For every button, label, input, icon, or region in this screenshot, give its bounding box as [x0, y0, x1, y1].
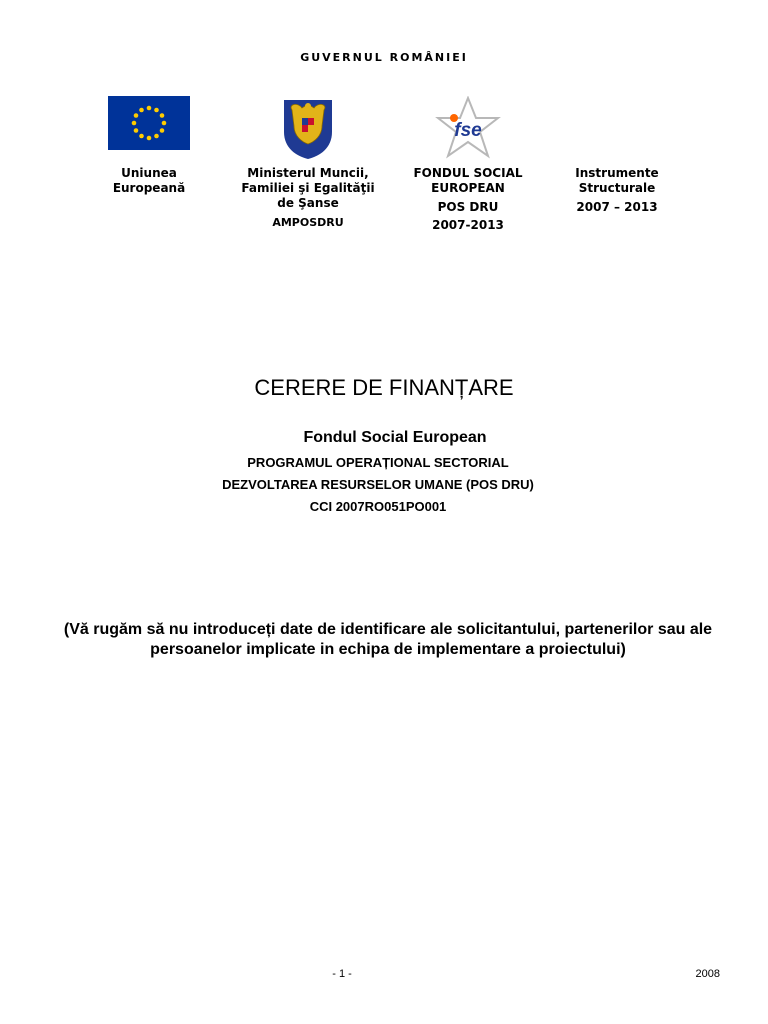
- cci-code: CCI 2007RO051PO001: [309, 499, 447, 514]
- fse-caption-line1: FONDUL SOCIAL: [413, 166, 523, 180]
- page-number: - 1 -: [332, 968, 352, 980]
- footer-year: 2008: [695, 968, 720, 980]
- fse-logo-text: fse: [454, 120, 482, 141]
- logo-instrumente: [547, 96, 687, 215]
- fse-star-logo-icon: [432, 96, 504, 164]
- instrumente-caption-line1: Instrumente: [575, 166, 659, 180]
- program-line2: DEZVOLTAREA RESURSELOR UMANE (POS DRU): [222, 477, 534, 492]
- fse-caption-posdru: POS DRU: [437, 200, 499, 214]
- header-title: GUVERNUL ROMÂNIEI: [300, 51, 468, 64]
- fund-name: Fondul Social European: [303, 429, 487, 446]
- eu-caption-line2: Europeană: [112, 181, 186, 195]
- ministry-caption-amposdru: AMPOSDRU: [272, 216, 344, 229]
- program-line1: PROGRAMUL OPERAȚIONAL SECTORIAL: [247, 455, 509, 470]
- eu-flag-icon: [108, 96, 190, 150]
- logo-fse: [398, 96, 538, 233]
- eu-caption-line1: Uniunea: [121, 166, 177, 180]
- ministry-caption-line2: Familiei şi Egalităţii: [241, 181, 375, 195]
- instrumente-caption-years: 2007 – 2013: [576, 200, 658, 214]
- ministry-caption-line3: de Şanse: [277, 196, 339, 210]
- instrumente-caption-line2: Structurale: [578, 181, 656, 195]
- document-title: CERERE DE FINANȚARE: [254, 375, 514, 400]
- logo-ministry: [238, 96, 378, 230]
- ministry-caption-line1: Ministerul Muncii,: [247, 166, 369, 180]
- fse-caption-line2: EUROPEAN: [431, 181, 505, 195]
- fse-caption-years: 2007-2013: [432, 218, 504, 232]
- instructions-note: (Vă rugăm să nu introduceți date de identificare ale solicitantului, partenerilor sau ale persoanelor implicate in echipa de implementare a proiectului): [63, 621, 713, 658]
- logo-eu: [79, 96, 219, 196]
- romania-coat-of-arms-icon: [282, 96, 334, 160]
